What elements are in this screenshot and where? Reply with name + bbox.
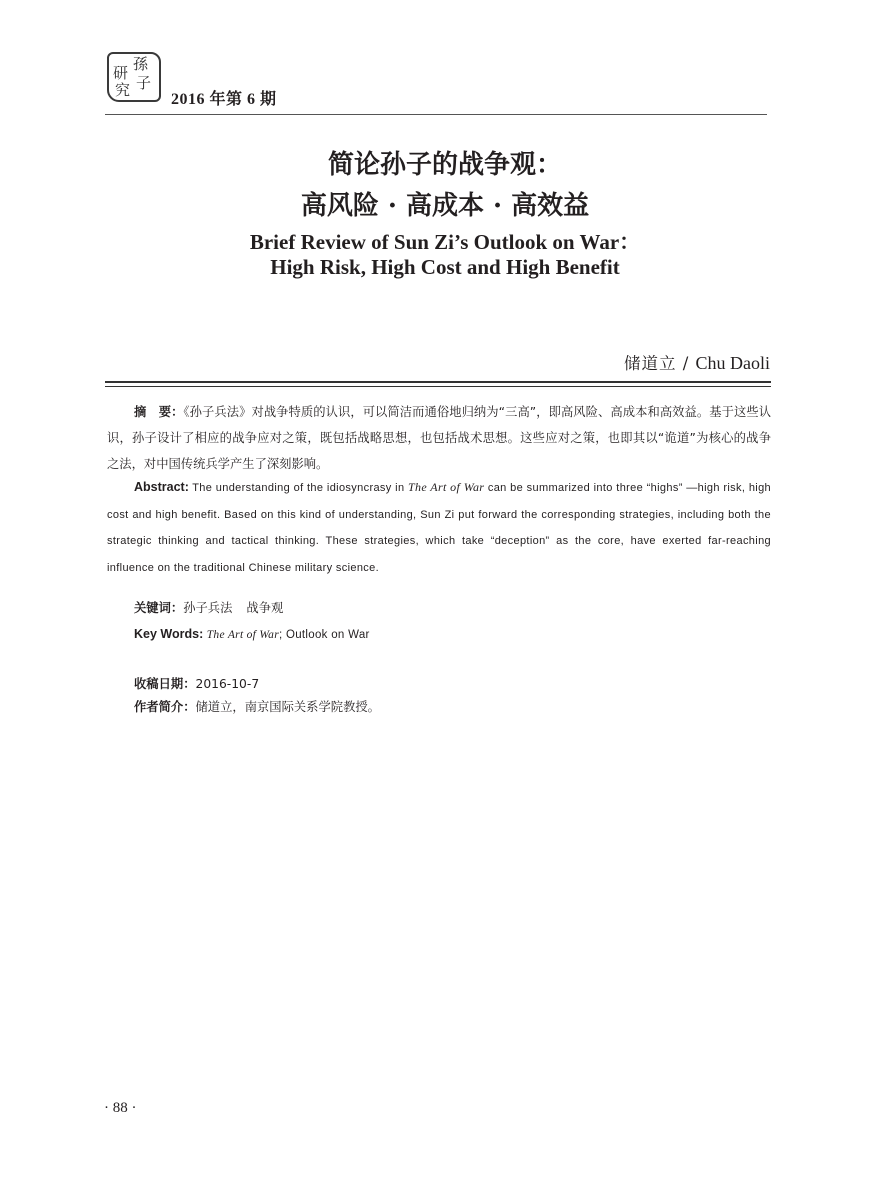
page-number: · 88 · (104, 1100, 137, 1116)
received-label: 收稿日期： (134, 677, 196, 691)
author-bio-label: 作者简介： (134, 700, 196, 714)
abstract-en-book-title: The Art of War (407, 480, 485, 494)
author-bio (134, 697, 380, 717)
keywords-en (134, 624, 370, 645)
author-divider-thin (105, 386, 771, 387)
title-cn-line2: 高风险 · 高成本 · 高效益 (300, 191, 590, 221)
author-line (624, 350, 770, 374)
author-bio-value: 储道立，南京国际关系学院教授。 (195, 700, 380, 714)
keyword-en-book-title: The Art of War (206, 629, 279, 641)
keywords-cn (134, 598, 283, 618)
keyword-en-rest: ; Outlook on War (279, 629, 370, 641)
abstract-en-label: Abstract: (134, 480, 189, 494)
keywords-en-label: Key Words: (134, 627, 204, 641)
received-date (134, 674, 259, 694)
keyword-item: 战争观 (246, 601, 284, 615)
received-value: 2016-10-7 (195, 677, 260, 691)
abstract-en (107, 474, 771, 581)
logo-char: 子 (136, 74, 152, 92)
keyword-item: 孙子兵法 (183, 601, 233, 615)
abstract-cn-text: 《孙子兵法》对战争特质的认识，可以简洁而通俗地归纳为“三高”，即高风险、高成本和高效益。基于这些认识，孙子设计了相应的战争应对之策，既包括战略思想，也包括战术思想。这些应对之策，也即其以“诡道”为核心的战争之法，对中国传统兵学产生了深刻影响。 (107, 405, 771, 471)
abstract-cn (107, 399, 771, 477)
issue-label: 2016 年第 6 期 (171, 91, 277, 108)
logo-char: 研 (113, 64, 129, 82)
abstract-en-text-after: can be summarized into three “highs” —high risk, high cost and high benefit. Based on this kind of understanding, Sun Zi put forward the corresponding strategies, including both the strategic thinking and tactical thinking. These strategies, which take “deception” as the core, have exerted far-reaching influence on the traditional Chinese military science. (107, 482, 772, 574)
abstract-cn-label: 摘 要： (134, 405, 184, 419)
author-separator: / (682, 354, 690, 373)
logo-char: 孫 (133, 55, 149, 73)
logo-char: 究 (115, 81, 131, 99)
author-name-en: Chu Daoli (695, 353, 770, 373)
title-cn-line1: 简论孙子的战争观： (327, 150, 562, 180)
journal-logo-seal (107, 52, 161, 102)
running-header (105, 52, 767, 114)
author-divider-thick (105, 381, 771, 383)
keywords-cn-label: 关键词： (134, 601, 184, 615)
title-en-line1: Brief Review of Sun Zi’s Outlook on War： (249, 230, 641, 254)
author-name-cn: 储道立 (623, 354, 677, 373)
header-divider (105, 114, 767, 115)
abstract-en-text-before: The understanding of the idiosyncrasy in (192, 482, 405, 494)
title-en-line2: High Risk, High Cost and High Benefit (270, 255, 620, 279)
